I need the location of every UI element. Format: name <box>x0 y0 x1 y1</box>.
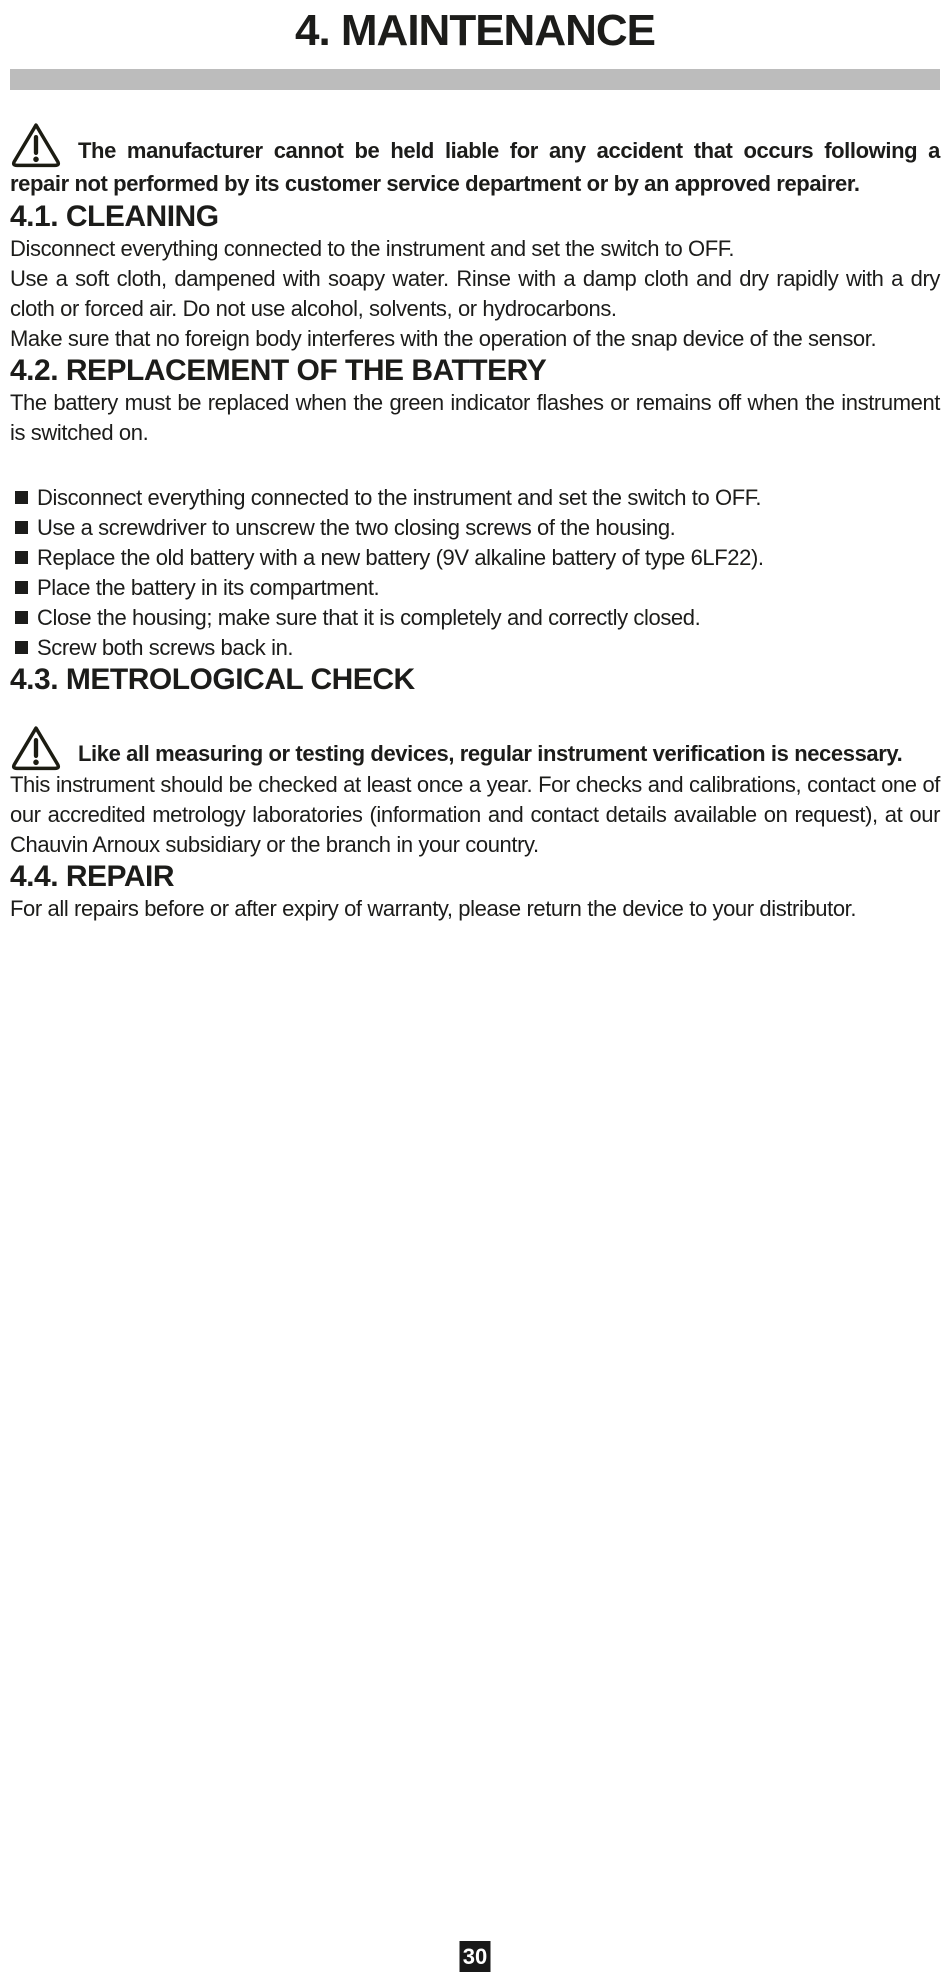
manual-page <box>0 0 950 924</box>
warning-text-liability: The manufacturer cannot be held liable for any accident that occurs following a repair not performed by its customer service department or by an approved repairer. <box>10 138 940 196</box>
repair-body-paragraph: For all repairs before or after expiry of warranty, please return the device to your distributor. <box>10 896 857 921</box>
warning-block-verification <box>10 737 940 770</box>
page-title: 4. MAINTENANCE <box>294 6 656 55</box>
metrological-body-paragraph: This instrument should be checked at least once a year. For checks and calibrations, contact one of our accredited metrology laboratories (information and contact details available on request), at our Chauvin Arnoux subsidiary or the branch in your country. <box>10 772 940 857</box>
battery-intro-paragraph: The battery must be replaced when the green indicator flashes or remains off when the instrument is switched on. <box>10 390 940 445</box>
cleaning-paragraph-foreign-body: Make sure that no foreign body interferes with the operation of the snap device of the sensor. <box>10 326 877 351</box>
section-heading-battery-replacement: 4.2. REPLACEMENT OF THE BATTERY <box>10 354 547 387</box>
cleaning-paragraph-disconnect: Disconnect everything connected to the instrument and set the switch to OFF. <box>10 236 735 261</box>
section-heading-metrological-check: 4.3. METROLOGICAL CHECK <box>10 663 415 696</box>
page-number-badge <box>460 1941 491 1972</box>
list-item: Screw both screws back in. <box>10 633 940 663</box>
section-heading-cleaning: 4.1. CLEANING <box>10 200 219 233</box>
page-number: 30 <box>462 1943 488 1969</box>
list-item: Close the housing; make sure that it is completely and correctly closed. <box>10 603 940 633</box>
section-heading-repair: 4.4. REPAIR <box>10 860 174 893</box>
cleaning-paragraph-cloth: Use a soft cloth, dampened with soapy water. Rinse with a damp cloth and dry rapidly with a dry cloth or forced air. Do not use alcohol, solvents, or hydrocarbons. <box>10 266 940 321</box>
warning-text-verification: Like all measuring or testing devices, regular instrument verification is necessary. <box>78 741 903 766</box>
warning-block-liability <box>10 134 940 200</box>
warning-triangle-icon <box>10 120 62 170</box>
list-item: Use a screwdriver to unscrew the two closing screws of the housing. <box>10 513 940 543</box>
list-item: Place the battery in its compartment. <box>10 573 940 603</box>
list-item: Replace the old battery with a new battery (9V alkaline battery of type 6LF22). <box>10 543 940 573</box>
section-divider-bar <box>10 69 940 90</box>
warning-triangle-icon <box>10 723 62 773</box>
list-item: Disconnect everything connected to the instrument and set the switch to OFF. <box>10 483 940 513</box>
battery-steps-list <box>10 483 940 663</box>
